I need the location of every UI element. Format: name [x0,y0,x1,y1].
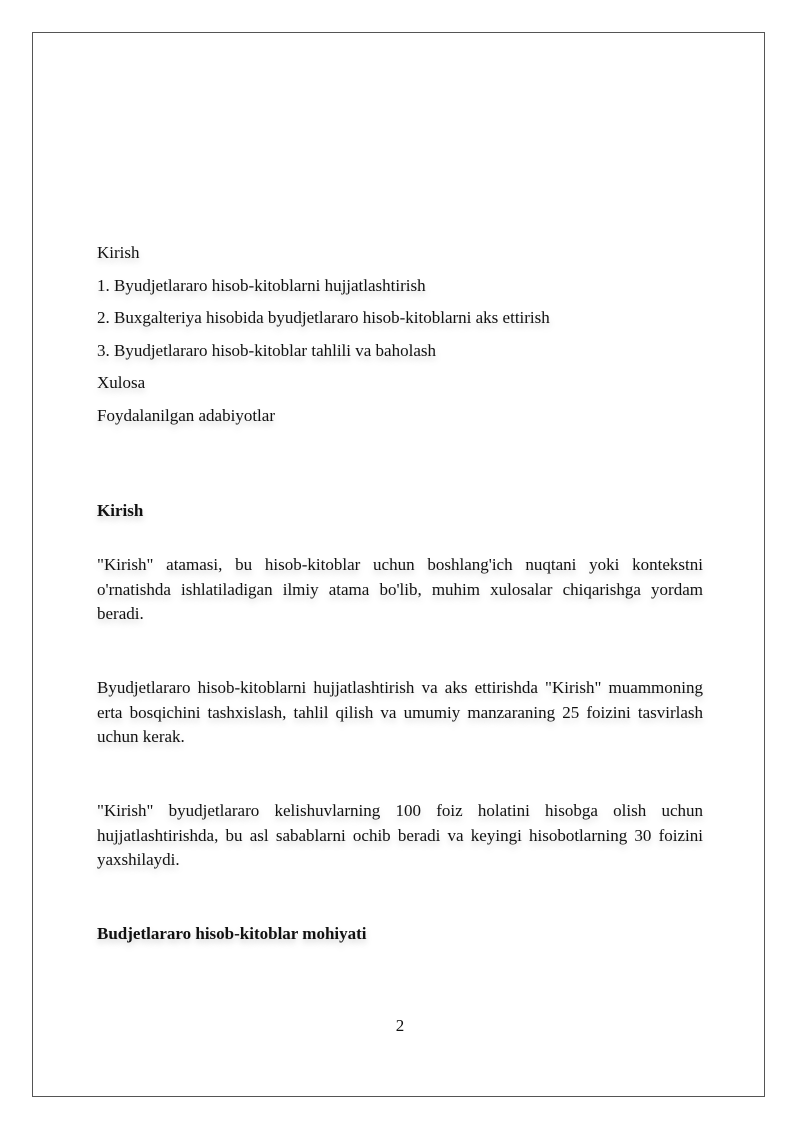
intro-paragraph-1: "Kirish" atamasi, bu hisob-kitoblar uchun boshlang'ich nuqtani yoki kontekstni o'rnatishda ishlatiladigan ilmiy atama bo'lib, muhim xulosalar chiqarishga yordam beradi. [97,555,703,623]
toc-item-1: 1. Byudjetlararo hisob-kitoblarni hujjatlashtirish [97,275,426,295]
toc-item-intro: Kirish [97,243,140,262]
page-number: 2 [395,1016,405,1035]
intro-heading: Kirish [97,501,144,520]
section-heading: Budjetlararo hisob-kitoblar mohiyati [97,924,367,943]
table-of-contents [97,241,703,437]
toc-item-3: 3. Byudjetlararo hisob-kitoblar tahlili va baholash [97,340,436,360]
intro-paragraph-3: "Kirish" byudjetlararo kelishuvlarning 100 foiz holatini hisobga olish uchun hujjatlashtirishda, bu asl sabablarni ochib beradi va keyingi hisobotlarning 30 foizini yaxshilaydi. [97,801,703,869]
toc-item-references: Foydalanilgan adabiyotlar [97,405,275,425]
toc-item-2: 2. Buxgalteriya hisobida byudjetlararo hisob-kitoblarni aks ettirish [97,308,550,328]
toc-item-conclusion: Xulosa [97,373,146,393]
intro-paragraph-2: Byudjetlararo hisob-kitoblarni hujjatlashtirish va aks ettirishda "Kirish" muammoning erta bosqichini tashxislash, tahlil qilish va umumiy manzaraning 25 foizini tasvirlash uchun kerak. [97,678,703,746]
